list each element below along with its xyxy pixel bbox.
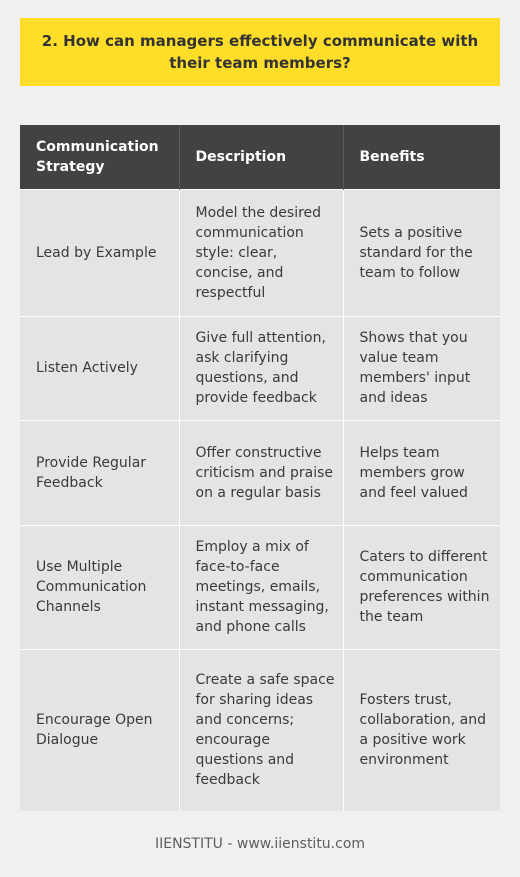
description-cell: Employ a mix of face-to-face meetings, emails, instant messaging, and phone calls bbox=[179, 525, 343, 649]
description-cell: Model the desired communication style: clear, concise, and respectful bbox=[179, 189, 343, 316]
strategy-cell: Use Multiple Communication Channels bbox=[20, 525, 179, 649]
benefits-cell: Helps team members grow and feel valued bbox=[343, 420, 500, 525]
strategy-cell: Lead by Example bbox=[20, 189, 179, 316]
benefits-cell: Shows that you value team members' input and ideas bbox=[343, 316, 500, 420]
benefits-cell: Sets a positive standard for the team to follow bbox=[343, 189, 500, 316]
strategy-table bbox=[20, 125, 500, 811]
column-header-description: Description bbox=[179, 125, 343, 189]
description-cell: Offer constructive criticism and praise on a regular basis bbox=[179, 420, 343, 525]
table-row bbox=[20, 316, 500, 420]
table-row bbox=[20, 525, 500, 649]
strategy-cell: Encourage Open Dialogue bbox=[20, 649, 179, 811]
table-header-row bbox=[20, 125, 500, 189]
description-cell: Give full attention, ask clarifying questions, and provide feedback bbox=[179, 316, 343, 420]
table-row bbox=[20, 420, 500, 525]
table-row bbox=[20, 649, 500, 811]
benefits-cell: Fosters trust, collaboration, and a positive work environment bbox=[343, 649, 500, 811]
title-banner bbox=[20, 18, 500, 86]
column-header-strategy: Communication Strategy bbox=[20, 125, 179, 189]
column-header-benefits: Benefits bbox=[343, 125, 500, 189]
description-cell: Create a safe space for sharing ideas and concerns; encourage questions and feedback bbox=[179, 649, 343, 811]
benefits-cell: Caters to different communication preferences within the team bbox=[343, 525, 500, 649]
table-row bbox=[20, 189, 500, 316]
strategy-cell: Provide Regular Feedback bbox=[20, 420, 179, 525]
strategy-cell: Listen Actively bbox=[20, 316, 179, 420]
footer-credit: IIENSTITU - www.iienstitu.com bbox=[154, 836, 366, 852]
page-title: 2. How can managers effectively communicate with their team members? bbox=[41, 32, 479, 72]
